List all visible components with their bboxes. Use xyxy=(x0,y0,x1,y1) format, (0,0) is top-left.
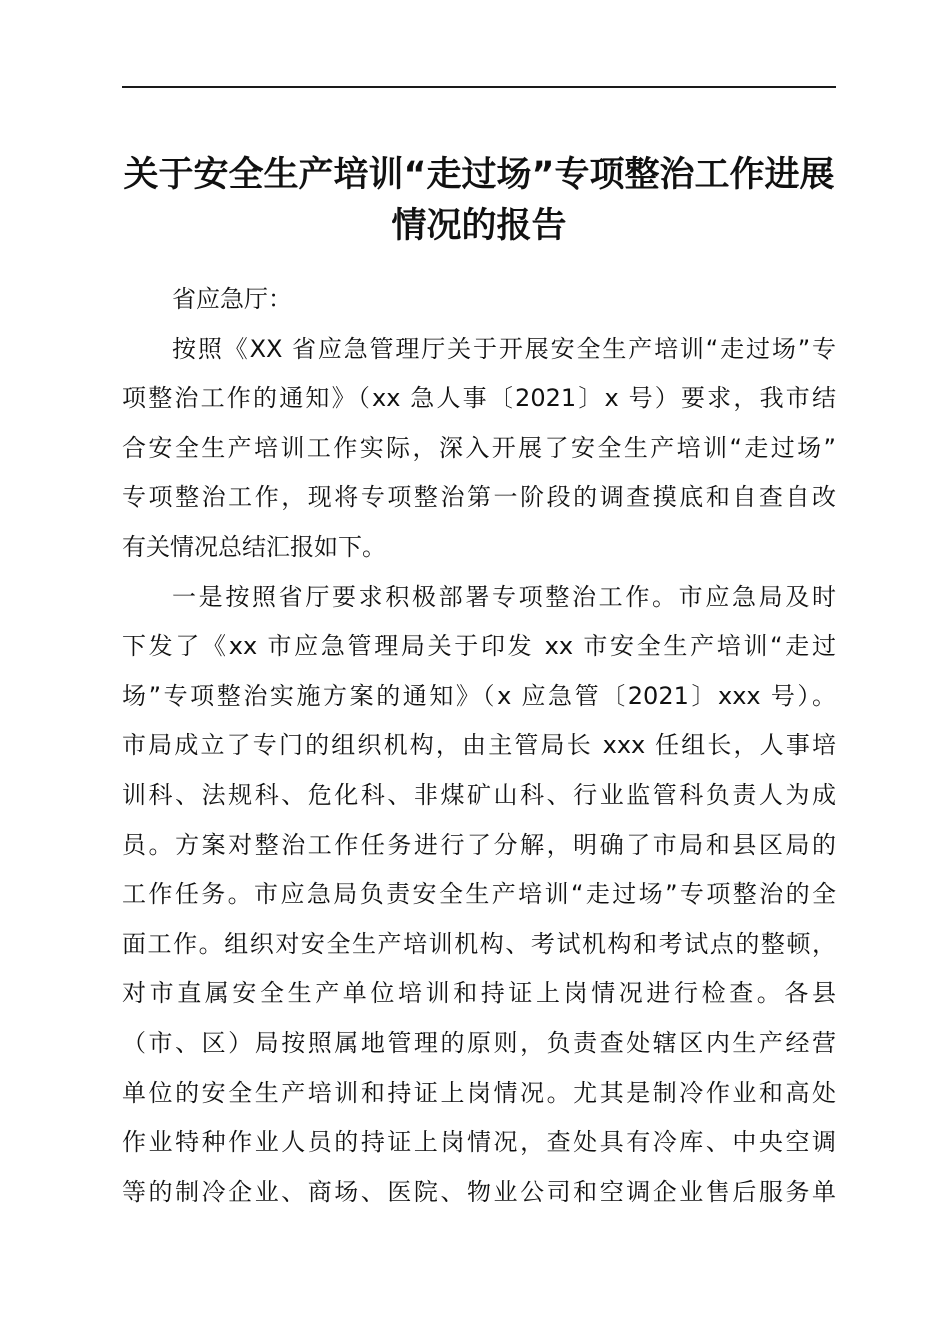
text-line: 对市直属安全生产单位培训和持证上岗情况进行检查。各县 xyxy=(122,979,836,1008)
text-line: 场”专项整治实施方案的通知》（x 应急管〔2021〕xxx 号）。 xyxy=(122,681,836,710)
text-line: 专项整治工作，现将专项整治第一阶段的调查摸底和自查自改 xyxy=(122,483,836,512)
text-line: 市局成立了专门的组织机构，由主管局长 xxx 任组长，人事培 xyxy=(122,731,836,760)
title-line: 情况的报告 xyxy=(391,206,567,246)
text-line: 工作任务。市应急局负责安全生产培训“走过场”专项整治的全 xyxy=(122,880,836,909)
text-line: 员。方案对整治工作任务进行了分解，明确了市局和县区局的 xyxy=(122,830,836,859)
title-line: 关于安全生产培训“走过场”专项整治工作进展 xyxy=(123,155,835,195)
text-line: 下发了《xx 市应急管理局关于印发 xx 市安全生产培训“走过 xyxy=(122,632,836,661)
text-line: 面工作。组织对安全生产培训机构、考试机构和考试点的整顿， xyxy=(122,929,836,958)
text-line: 合安全生产培训工作实际，深入开展了安全生产培训“走过场” xyxy=(122,433,836,462)
document-title xyxy=(100,150,858,252)
text-line: 作业特种作业人员的持证上岗情况，查处具有冷库、中央空调 xyxy=(122,1128,836,1157)
text-line: 项整治工作的通知》（xx 急人事〔2021〕x 号）要求，我市结 xyxy=(122,384,836,413)
text-line: （市、区）局按照属地管理的原则，负责查处辖区内生产经营 xyxy=(122,1028,836,1057)
text-line: 一是按照省厅要求积极部署专项整治工作。市应急局及时 xyxy=(172,582,836,611)
header-rule xyxy=(122,86,836,88)
salutation: 省应急厅： xyxy=(172,285,292,313)
text-line: 等的制冷企业、商场、医院、物业公司和空调企业售后服务单 xyxy=(122,1177,836,1206)
text-line: 按照《XX 省应急管理厅关于开展安全生产培训“走过场”专 xyxy=(172,334,836,363)
text-line: 有关情况总结汇报如下。 xyxy=(122,532,386,561)
document-body xyxy=(122,275,836,1217)
paragraph-deployment xyxy=(122,573,836,1218)
paragraph-intro xyxy=(122,325,836,573)
text-line: 单位的安全生产培训和持证上岗情况。尤其是制冷作业和高处 xyxy=(122,1078,836,1107)
text-line: 训科、法规科、危化科、非煤矿山科、行业监管科负责人为成 xyxy=(122,780,836,809)
